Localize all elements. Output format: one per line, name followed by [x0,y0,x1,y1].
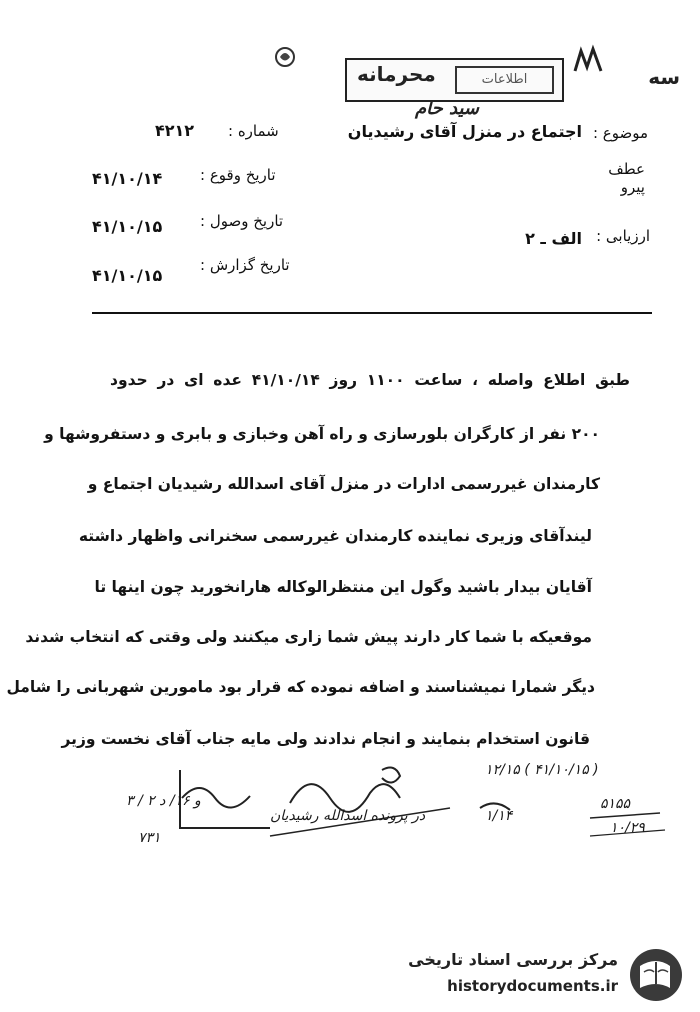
body-line: موقعیکه با شما کار دارند پیش شما زاری میکنند ولی وقتی که انتخاب شدند [25,628,592,646]
stamp-label: اطلاعات [455,66,554,94]
peyro-label: پیرو [620,178,645,196]
watermark-footer [410,944,690,1006]
emblem-icon [272,44,298,70]
body-line: طبق اطلاع واصله ، ساعت ۱۱۰۰ روز ۴۱/۱۰/۱۴ عده ای در حدود [110,371,630,389]
date-occurrence-value: ۴۱/۱۰/۱۴ [92,169,163,188]
date-occurrence-label: تاریخ وقوع : [200,166,276,184]
assessment-label: ارزیابی : [596,227,650,245]
number-value: ۴۲۱۲ [155,121,195,140]
body-line: قانون استخدام بنمایند و انجام ندادند ولی مایه جناب آقای نخست وزیر [61,730,590,748]
seal-text: سه [648,65,680,89]
right-annotation-top: ۱۲/۱۵ ( ۴۱/۱۰/۱۵ ) [485,762,599,778]
left-signature-number: ۷۳۱ [138,830,161,846]
right-annotation-date: ۱/۱۴ [485,808,513,824]
subject-label: موضوع : [592,124,648,142]
watermark-website: historydocuments.ir [447,977,618,995]
body-line: لیندآقای وزیری نماینده کارمندان غیررسمی سخنرانی واظهار داشته [78,527,592,545]
body-line: دیگر شمارا نمیشناسند و اضافه نموده که قرار بود مامورین شهربانی را شامل [6,678,595,696]
body-line: کارمندان غیررسمی ادارات در منزل آقای اسدالله رشیدیان اجتماع و [87,475,600,493]
date-report-value: ۴۱/۱۰/۱۵ [92,266,163,285]
date-receipt-label: تاریخ وصول : [200,212,284,230]
subject-value: اجتماع در منزل آقای رشیدیان [347,122,582,141]
classification-stamp [345,58,564,102]
watermark-org-name: مرکز بررسی اسناد تاریخی [408,950,618,969]
right-annotation-number: ۵۱۵۵ [600,796,631,812]
stamp-handwriting: محرمانه [357,62,436,86]
archive-logo-icon [626,946,686,1004]
left-signature-text: و ۱۶/ د ۲ / ۳ [126,793,201,809]
body-line: آقایان بیدار باشید وگول این منتظرالوکاله هارانخورید چون اینها تا [94,578,592,596]
seal-icon [571,45,607,75]
signature-area [120,758,680,858]
assessment-value: الف ـ ۲ [525,229,582,248]
handwritten-note: سید حام [415,98,479,119]
header-divider [92,312,652,314]
atf-label: عطف [608,160,645,178]
body-line: ۲۰۰ نفر از کارگران بلورسازی و راه آهن وخبازی و بابری و دستفروشها و [44,425,600,443]
date-report-label: تاریخ گزارش : [200,256,290,274]
right-annotation-bottom: ۱۰/۲۹ [610,820,645,836]
seal-mark [565,45,690,105]
center-signature-text: در پرونده اسدالله رشیدیان [270,808,426,824]
date-receipt-value: ۴۱/۱۰/۱۵ [92,217,163,236]
number-label: شماره : [228,122,279,140]
